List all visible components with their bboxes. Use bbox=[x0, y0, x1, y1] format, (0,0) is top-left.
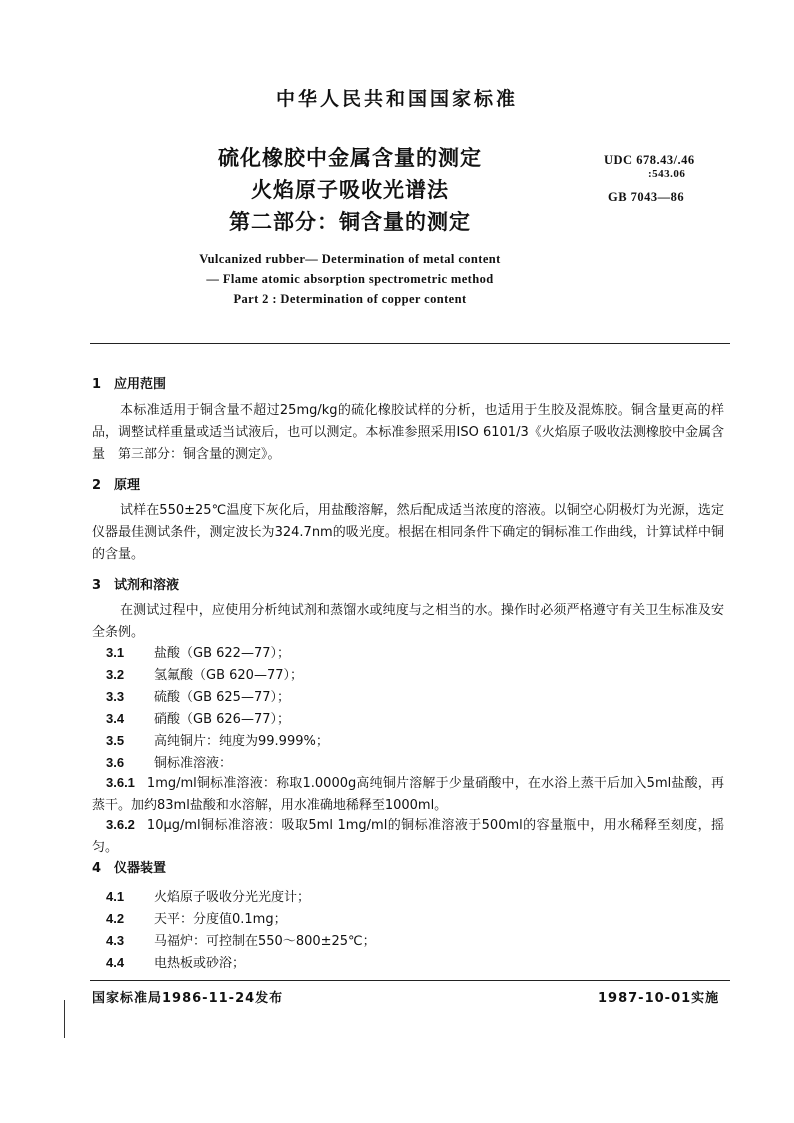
list-item bbox=[106, 908, 287, 927]
section-title: 仪器装置 bbox=[114, 861, 167, 876]
item-text: 高纯铜片：纯度为99.999%； bbox=[154, 734, 329, 749]
list-item bbox=[106, 930, 376, 949]
section-1-text: 本标准适用于铜含量不超过25mg/kg的硫化橡胶试样的分析，也适用于生胶及混炼胶。铜含量更高的样品，调整试样重量或适当试液后，也可以测定。本标准参照采用ISO 6101/3《火焰原子吸收法测橡胶中金属含量 第三部分：铜含量的测定》。 bbox=[92, 403, 724, 462]
issue-date: 国家标准局1986-11-24发布 bbox=[92, 991, 284, 1006]
item-text: 盐酸（GB 622—77）； bbox=[154, 646, 290, 661]
item-number: 4.1 bbox=[106, 889, 125, 904]
list-item bbox=[106, 708, 290, 727]
list-item bbox=[106, 686, 290, 705]
header-divider bbox=[90, 343, 730, 344]
footer-divider bbox=[90, 980, 730, 981]
effective-date: 1987-10-01实施 bbox=[598, 991, 720, 1006]
item-text: 火焰原子吸收分光光度计； bbox=[154, 890, 311, 905]
item-number: 3.6 bbox=[106, 755, 125, 770]
list-item bbox=[106, 642, 290, 661]
item-text: 氢氟酸（GB 620—77）； bbox=[154, 668, 303, 683]
item-text: 10μg/ml铜标准溶液：吸取5ml 1mg/ml的铜标准溶液于500ml的容量瓶中，用水稀释至刻度，摇匀。 bbox=[92, 818, 724, 855]
item-text: 马福炉：可控制在550～800±25℃； bbox=[154, 934, 376, 949]
udc-code: UDC 678.43/.46 bbox=[604, 153, 695, 167]
section-number: 1 bbox=[92, 377, 102, 392]
item-number: 4.4 bbox=[106, 955, 125, 970]
item-number: 3.6.1 bbox=[106, 775, 135, 790]
item-number: 4.3 bbox=[106, 933, 125, 948]
title-line-2: 火焰原子吸收光谱法 bbox=[251, 178, 449, 202]
section-title: 试剂和溶液 bbox=[114, 578, 180, 593]
section-number: 3 bbox=[92, 578, 102, 593]
english-title-line-2: — Flame atomic absorption spectrometric method bbox=[206, 272, 494, 286]
english-title-line-3: Part 2 : Determination of copper content bbox=[233, 292, 467, 306]
list-item bbox=[106, 752, 232, 771]
section-title: 原理 bbox=[114, 478, 141, 493]
english-title-line-1: Vulcanized rubber— Determination of metal content bbox=[199, 252, 501, 266]
list-item bbox=[106, 664, 303, 683]
section-number: 2 bbox=[92, 478, 102, 493]
subsection-3-6-1 bbox=[92, 772, 724, 817]
section-2-heading bbox=[92, 474, 140, 493]
section-1-heading bbox=[92, 373, 166, 392]
item-text: 天平：分度值0.1mg； bbox=[154, 912, 287, 927]
title-line-1: 硫化橡胶中金属含量的测定 bbox=[218, 146, 482, 170]
section-4-heading bbox=[92, 857, 166, 876]
item-text: 铜标准溶液： bbox=[154, 756, 233, 771]
section-2-text: 试样在550±25℃温度下灰化后，用盐酸溶解，然后配成适当浓度的溶液。以铜空心阴极灯为光源，选定仪器最佳测试条件，测定波长为324.7nm的吸光度。根据在相同条件下确定的铜标准工作曲线，计算试样中铜的含量。 bbox=[92, 503, 724, 562]
item-number: 3.6.2 bbox=[106, 817, 135, 832]
list-item bbox=[106, 730, 329, 749]
list-item bbox=[106, 886, 310, 905]
item-number: 3.1 bbox=[106, 645, 125, 660]
item-text: 硫酸（GB 625—77）； bbox=[154, 690, 290, 705]
margin-mark bbox=[64, 1000, 65, 1038]
section-number: 4 bbox=[92, 861, 102, 876]
section-3-text: 在测试过程中，应使用分析纯试剂和蒸馏水或纯度与之相当的水。操作时必须严格遵守有关卫生标准及安全条例。 bbox=[92, 603, 724, 640]
item-number: 3.3 bbox=[106, 689, 125, 704]
item-text: 硝酸（GB 626—77）； bbox=[154, 712, 290, 727]
item-text: 电热板或砂浴； bbox=[154, 956, 246, 971]
list-item bbox=[106, 952, 245, 971]
section-3-heading bbox=[92, 574, 179, 593]
item-number: 3.2 bbox=[106, 667, 125, 682]
item-number: 3.5 bbox=[106, 733, 125, 748]
item-number: 4.2 bbox=[106, 911, 125, 926]
title-line-3: 第二部分：铜含量的测定 bbox=[229, 210, 471, 234]
item-number: 3.4 bbox=[106, 711, 125, 726]
item-text: 1mg/ml铜标准溶液：称取1.0000g高纯铜片溶解于少量硝酸中，在水浴上蒸干后加入5ml盐酸，再蒸干。加约83ml盐酸和水溶解，用水准确地稀释至1000ml。 bbox=[92, 776, 724, 813]
gb-code: GB 7043—86 bbox=[608, 190, 685, 204]
section-title: 应用范围 bbox=[114, 377, 167, 392]
national-standard-heading: 中华人民共和国国家标准 bbox=[275, 88, 518, 110]
udc-code-continued: :543.06 bbox=[648, 168, 686, 180]
subsection-3-6-2 bbox=[92, 814, 724, 859]
